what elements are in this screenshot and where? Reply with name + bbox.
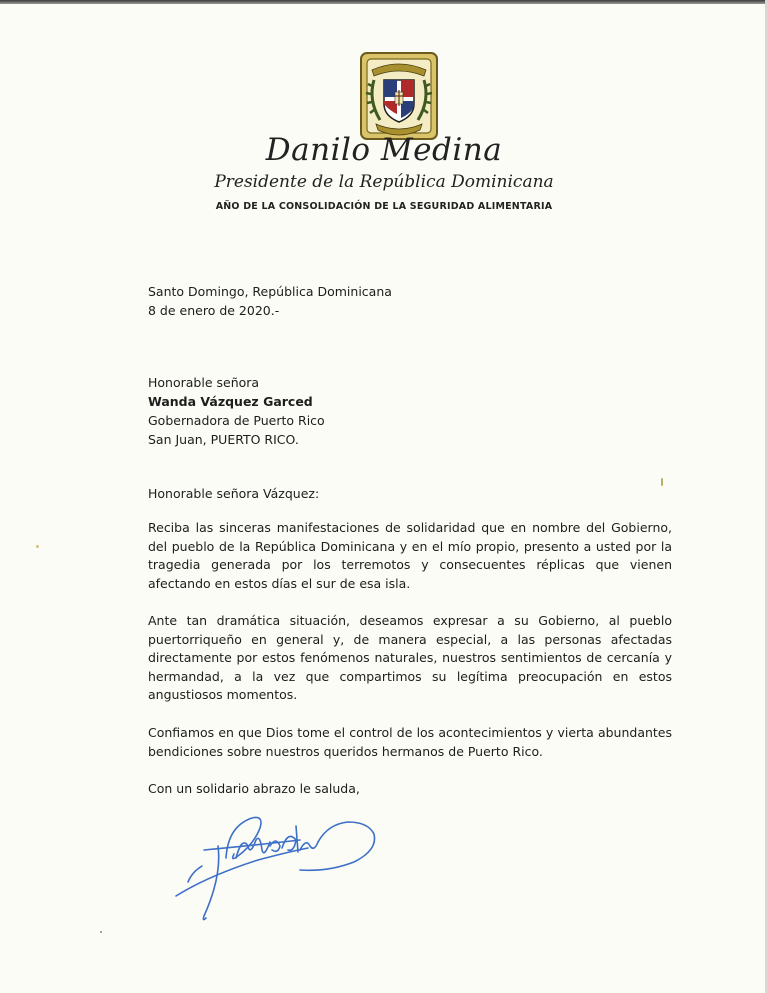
- scan-speck: [661, 478, 663, 486]
- body-paragraph-3: Confiamos en que Dios tome el control de los acontecimientos y vierta abundantes bendiciones sobre nuestros queridos hermanos de Puerto Rico.: [148, 725, 672, 759]
- greeting: Honorable señora Vázquez:: [148, 486, 320, 501]
- scan-speck: [36, 545, 39, 548]
- recipient-salutation: Honorable señora: [148, 375, 260, 390]
- body-paragraph-2: Ante tan dramática situación, deseamos expresar a su Gobierno, al pueblo puertorriqueño en general y, de manera especial, a las personas afectadas directamente por estos fenómenos naturales, nuestros sentimientos de cercanía y hermandad, a la vez que compartimos su legítima preocupación en estos angustiosos momentos.: [148, 613, 672, 703]
- scan-edge: [0, 0, 768, 4]
- closing: Con un solidario abrazo le saluda,: [148, 781, 360, 796]
- signature-icon: [168, 806, 388, 926]
- year-motto: AÑO DE LA CONSOLIDACIÓN DE LA SEGURIDAD ALIMENTARIA: [215, 201, 553, 212]
- recipient-location: San Juan, PUERTO RICO.: [148, 432, 299, 447]
- sender-name: Danilo Medina: [265, 132, 503, 168]
- coat-of-arms-icon: [358, 50, 440, 142]
- recipient-name: Wanda Vázquez Garced: [148, 394, 313, 409]
- recipient-position: Gobernadora de Puerto Rico: [148, 413, 325, 428]
- date: 8 de enero de 2020.-: [148, 303, 280, 318]
- scan-speck: [100, 931, 102, 933]
- body-paragraph-1: Reciba las sinceras manifestaciones de solidaridad que en nombre del Gobierno, del pueblo de la República Dominicana y en el mío propio, presento a usted por la tragedia generada por los terremotos y consecuentes réplicas que vienen afectando en estos días el sur de esa isla.: [148, 520, 672, 591]
- sender-title: Presidente de la República Dominicana: [214, 172, 554, 192]
- place: Santo Domingo, República Dominicana: [148, 284, 392, 299]
